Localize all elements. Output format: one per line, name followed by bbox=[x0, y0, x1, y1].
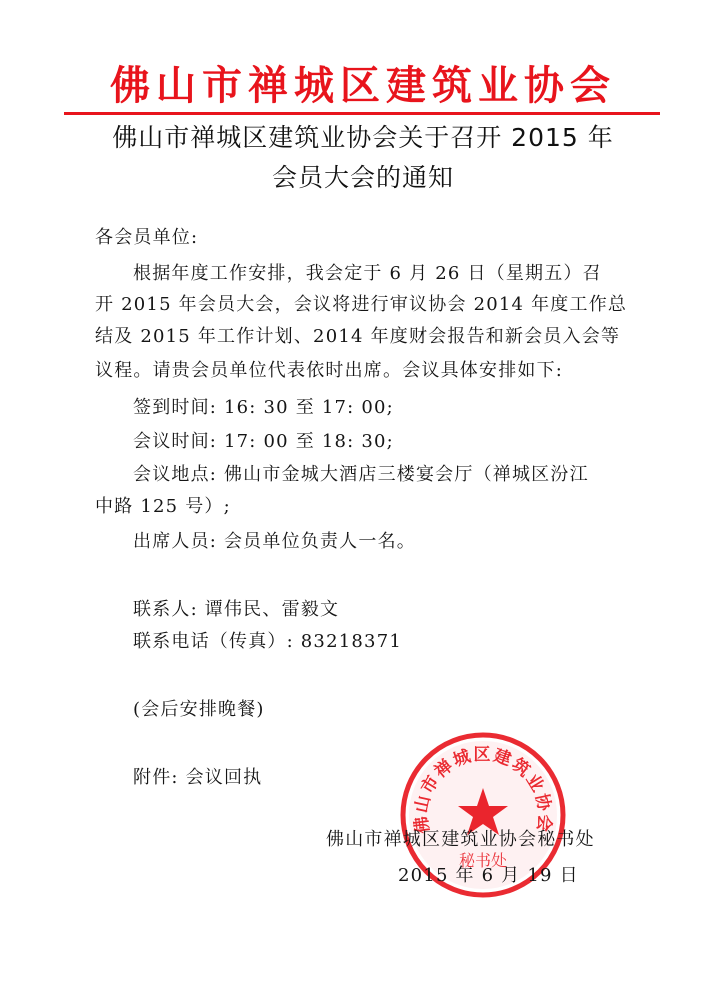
contact-phone: 联系电话（传真）: 83218371 bbox=[133, 631, 403, 652]
contact-persons: 联系人: 谭伟民、雷毅文 bbox=[133, 599, 340, 620]
attachment-note: 附件: 会议回执 bbox=[133, 767, 263, 788]
dinner-note: (会后安排晚餐) bbox=[133, 699, 265, 720]
paragraph-line: 议程。请贵会员单位代表依时出席。会议具体安排如下: bbox=[95, 360, 564, 381]
letterhead-divider bbox=[64, 112, 660, 115]
letterhead-org-name: 佛山市禅城区建筑业协会 bbox=[110, 62, 616, 109]
document-title bbox=[0, 118, 726, 198]
attendees: 出席人员: 会员单位负责人一名。 bbox=[133, 531, 416, 552]
seal-ring-text: 佛山市禅城区建筑业协会 bbox=[411, 744, 555, 835]
venue-line: 中路 125 号）; bbox=[95, 496, 231, 517]
paragraph-line: 根据年度工作安排，我会定于 6 月 26 日（星期五）召 bbox=[133, 263, 602, 284]
issuer-name: 佛山市禅城区建筑业协会秘书处 bbox=[326, 829, 595, 850]
paragraph-line: 开 2015 年会员大会，会议将进行审议协会 2014 年度工作总 bbox=[95, 294, 628, 315]
seal-center-text: 秘书处 bbox=[458, 851, 508, 870]
checkin-time: 签到时间: 16: 30 至 17: 00; bbox=[133, 397, 394, 418]
title-line-1: 佛山市禅城区建筑业协会关于召开 2015 年 bbox=[112, 123, 614, 152]
title-line-2: 会员大会的通知 bbox=[271, 163, 454, 192]
paragraph-line: 结及 2015 年工作计划、2014 年度财会报告和新会员入会等 bbox=[95, 326, 621, 347]
meeting-time: 会议时间: 17: 00 至 18: 30; bbox=[133, 431, 394, 452]
venue-line: 会议地点: 佛山市金城大酒店三楼宴会厅（禅城区汾江 bbox=[133, 464, 589, 485]
issue-date: 2015 年 6 月 19 日 bbox=[398, 865, 579, 886]
salutation: 各会员单位: bbox=[95, 227, 199, 248]
